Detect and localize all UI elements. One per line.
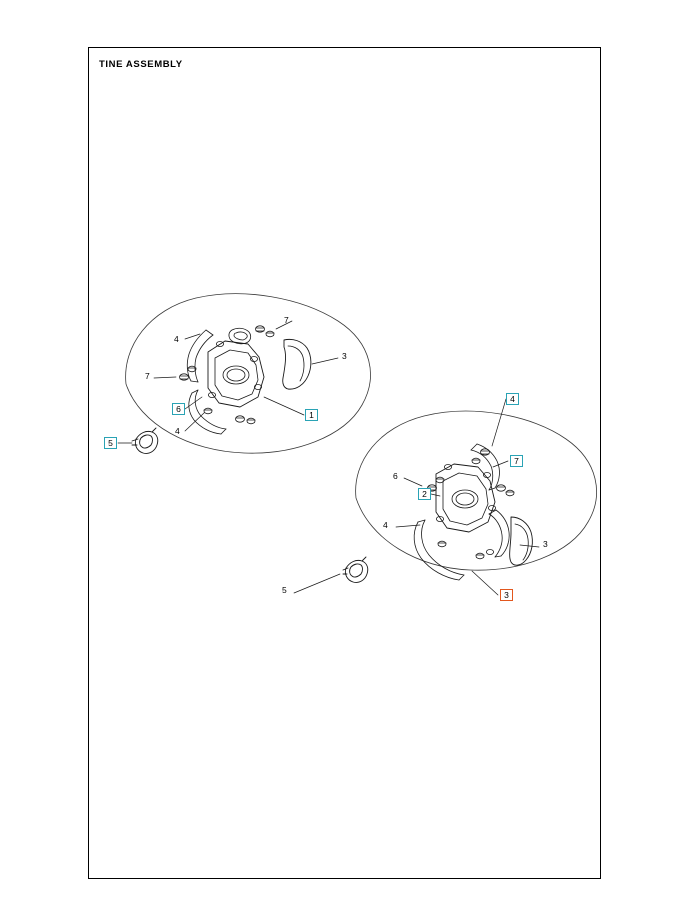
- part-label-4-left-lower: 4: [175, 426, 180, 436]
- callout-7-right[interactable]: 7: [510, 455, 523, 467]
- callout-1[interactable]: 1: [305, 409, 318, 421]
- part-label-4-right-lower: 4: [383, 520, 388, 530]
- left-tine-assembly: [126, 294, 371, 454]
- callout-5-left[interactable]: 5: [104, 437, 117, 449]
- part-label-7-left-upper: 7: [284, 315, 289, 325]
- exploded-parts-drawing: [88, 47, 601, 879]
- part-label-3-left-guard: 3: [342, 351, 347, 361]
- part-label-7-left-lower: 7: [145, 371, 150, 381]
- page-title: TINE ASSEMBLY: [99, 59, 183, 70]
- part-label-5-right-clip: 5: [282, 585, 287, 595]
- callout-2[interactable]: 2: [418, 488, 431, 500]
- callout-3-highlighted[interactable]: 3: [500, 589, 513, 601]
- callout-4-right[interactable]: 4: [506, 393, 519, 405]
- callout-6[interactable]: 6: [172, 403, 185, 415]
- diagram-canvas: [88, 47, 601, 879]
- part-label-4-left-upper: 4: [174, 334, 179, 344]
- right-tine-assembly: [343, 411, 597, 582]
- part-label-3-right-guard: 3: [543, 539, 548, 549]
- part-label-6-right-bracket: 6: [393, 471, 398, 481]
